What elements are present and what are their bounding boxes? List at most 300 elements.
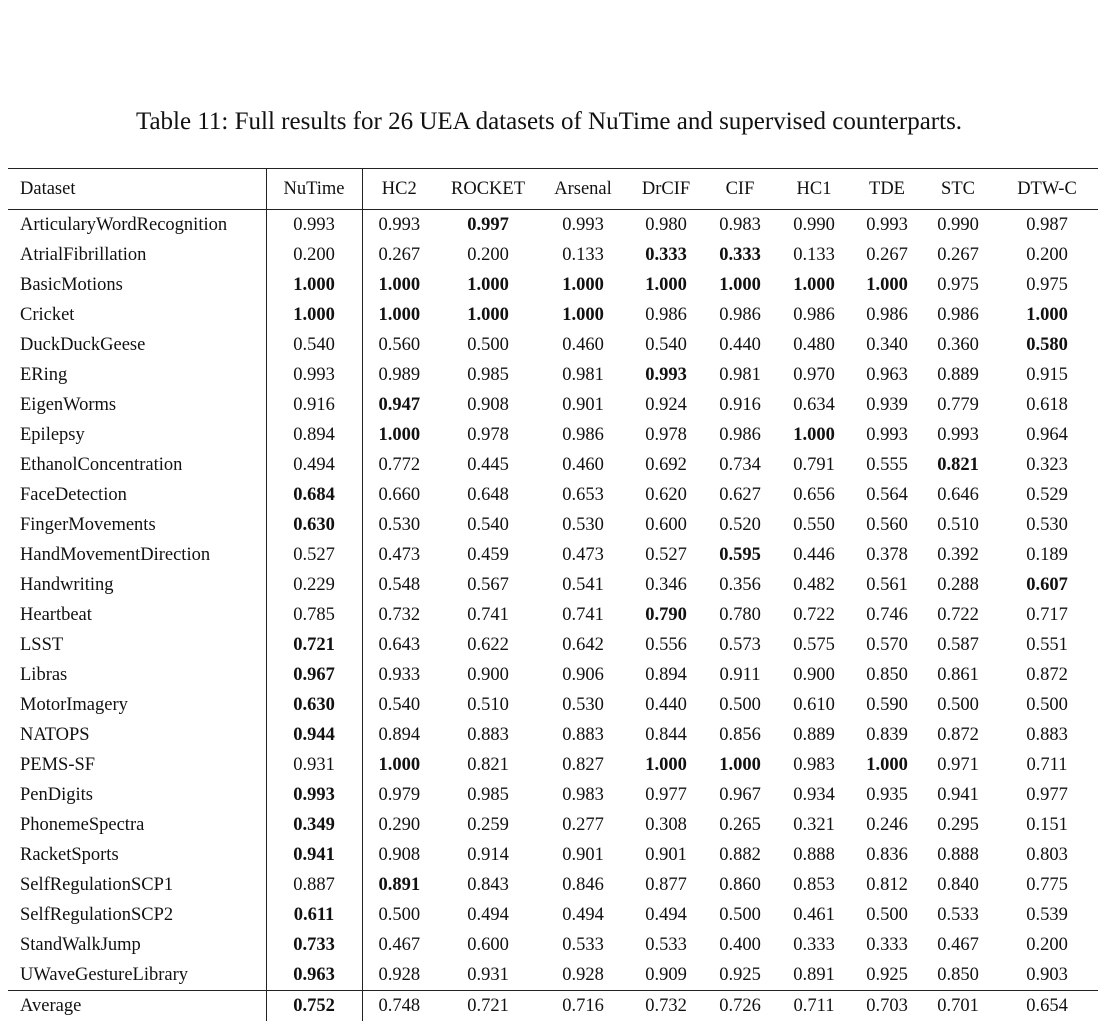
score-cell: 0.909 [645, 965, 687, 985]
score-cell: 0.915 [1026, 365, 1068, 385]
score-cell: 0.914 [467, 845, 509, 865]
column-header: CIF [725, 179, 755, 199]
score-cell: 0.901 [562, 395, 604, 415]
score-cell: 0.906 [562, 665, 604, 685]
score-cell: 0.990 [793, 215, 835, 235]
dataset-name-cell: EthanolConcentration [8, 450, 266, 480]
score-cell: 0.861 [937, 665, 979, 685]
table-row [8, 870, 1098, 900]
score-cell: 0.894 [266, 420, 362, 450]
score-cell: 0.620 [645, 485, 687, 505]
score-cell: 0.928 [378, 965, 421, 985]
score-cell: 0.891 [378, 875, 421, 895]
score-cell: 0.986 [719, 425, 761, 445]
score-cell: 0.500 [937, 695, 979, 715]
score-cell: 0.533 [645, 935, 687, 955]
score-cell: 0.308 [645, 815, 687, 835]
score-cell: 0.548 [378, 575, 421, 595]
dataset-name-cell: Handwriting [8, 570, 266, 600]
column-header: NuTime [266, 169, 362, 210]
score-cell: 0.717 [1026, 605, 1068, 625]
score-cell: 0.684 [266, 480, 362, 510]
score-cell: 0.883 [467, 725, 509, 745]
score-cell: 0.986 [719, 305, 761, 325]
column-header: STC [941, 179, 975, 199]
table-row [8, 510, 1098, 540]
score-cell: 0.985 [467, 365, 509, 385]
score-cell: 0.295 [937, 815, 979, 835]
average-score-cell: 0.654 [1026, 996, 1068, 1016]
dataset-name-cell: NATOPS [8, 720, 266, 750]
table-row [8, 480, 1098, 510]
score-cell: 0.986 [866, 305, 908, 325]
score-cell: 0.550 [793, 515, 835, 535]
score-cell: 0.277 [562, 815, 604, 835]
score-cell: 0.259 [467, 815, 509, 835]
dataset-name-cell: DuckDuckGeese [8, 330, 266, 360]
score-cell: 0.780 [719, 605, 761, 625]
score-cell: 1.000 [266, 300, 362, 330]
score-cell: 0.844 [645, 725, 687, 745]
score-cell: 0.888 [793, 845, 835, 865]
average-row [8, 991, 1098, 1022]
score-cell: 0.977 [645, 785, 687, 805]
score-cell: 0.989 [378, 365, 421, 385]
score-cell: 0.653 [562, 485, 604, 505]
score-cell: 0.189 [1026, 545, 1068, 565]
table-row [8, 630, 1098, 660]
score-cell: 0.986 [793, 305, 835, 325]
score-cell: 1.000 [866, 275, 908, 295]
score-cell: 0.908 [378, 845, 421, 865]
score-cell: 0.440 [719, 335, 761, 355]
score-cell: 0.267 [937, 245, 979, 265]
score-cell: 0.983 [562, 785, 604, 805]
score-cell: 0.963 [266, 960, 362, 991]
score-cell: 0.931 [467, 965, 509, 985]
score-cell: 0.785 [266, 600, 362, 630]
score-cell: 0.901 [562, 845, 604, 865]
score-cell: 0.916 [719, 395, 761, 415]
score-cell: 0.935 [866, 785, 908, 805]
column-header: HC1 [796, 179, 832, 199]
header-row [8, 169, 1098, 210]
score-cell: 0.440 [645, 695, 687, 715]
score-cell: 0.600 [467, 935, 509, 955]
score-cell: 0.993 [266, 360, 362, 390]
score-cell: 0.993 [266, 210, 362, 241]
dataset-name-cell: FaceDetection [8, 480, 266, 510]
score-cell: 0.746 [866, 605, 908, 625]
score-cell: 0.843 [467, 875, 509, 895]
table-row [8, 270, 1098, 300]
score-cell: 0.901 [645, 845, 687, 865]
score-cell: 0.987 [1026, 215, 1068, 235]
score-cell: 0.267 [378, 245, 421, 265]
table-row [8, 600, 1098, 630]
score-cell: 0.734 [719, 455, 761, 475]
score-cell: 0.975 [1026, 275, 1068, 295]
score-cell: 0.733 [266, 930, 362, 960]
score-cell: 0.473 [562, 545, 604, 565]
column-header: ROCKET [451, 179, 525, 199]
score-cell: 0.467 [378, 935, 421, 955]
table-row [8, 720, 1098, 750]
dataset-name-cell: PEMS-SF [8, 750, 266, 780]
score-cell: 0.941 [266, 840, 362, 870]
dataset-name-cell: Libras [8, 660, 266, 690]
score-cell: 0.903 [1026, 965, 1068, 985]
score-cell: 0.775 [1026, 875, 1068, 895]
score-cell: 0.643 [378, 635, 421, 655]
score-cell: 0.924 [645, 395, 687, 415]
dataset-name-cell: Heartbeat [8, 600, 266, 630]
table-row [8, 840, 1098, 870]
score-cell: 0.836 [866, 845, 908, 865]
table-row [8, 660, 1098, 690]
score-cell: 0.200 [467, 245, 509, 265]
score-cell: 0.971 [937, 755, 979, 775]
score-cell: 0.980 [645, 215, 687, 235]
score-cell: 0.133 [793, 245, 835, 265]
dataset-name-cell: Cricket [8, 300, 266, 330]
column-header: DTW-C [1017, 179, 1077, 199]
score-cell: 0.872 [937, 725, 979, 745]
table-caption: Table 11: Full results for 26 UEA datasets of NuTime and supervised counterparts. [135, 108, 963, 135]
score-cell: 1.000 [1026, 305, 1068, 325]
score-cell: 0.882 [719, 845, 761, 865]
results-table [8, 168, 1098, 1021]
column-header: DrCIF [641, 179, 691, 199]
score-cell: 0.510 [937, 515, 979, 535]
score-cell: 0.530 [562, 695, 604, 715]
dataset-name-cell: UWaveGestureLibrary [8, 960, 266, 991]
score-cell: 0.627 [719, 485, 761, 505]
score-cell: 0.732 [378, 605, 421, 625]
score-cell: 0.656 [793, 485, 835, 505]
score-cell: 0.790 [645, 605, 687, 625]
score-cell: 0.722 [937, 605, 979, 625]
score-cell: 0.570 [866, 635, 908, 655]
score-cell: 0.997 [467, 215, 509, 235]
table-row [8, 810, 1098, 840]
score-cell: 0.349 [266, 810, 362, 840]
average-score-cell: 0.752 [266, 991, 362, 1022]
score-cell: 0.970 [793, 365, 835, 385]
score-cell: 0.887 [266, 870, 362, 900]
score-cell: 0.510 [467, 695, 509, 715]
score-cell: 1.000 [645, 275, 687, 295]
score-cell: 0.872 [1026, 665, 1068, 685]
score-cell: 0.986 [937, 305, 979, 325]
average-score-cell: 0.711 [793, 996, 835, 1016]
score-cell: 1.000 [378, 305, 421, 325]
score-cell: 0.333 [866, 935, 908, 955]
score-cell: 0.540 [645, 335, 687, 355]
score-cell: 0.883 [562, 725, 604, 745]
score-cell: 0.246 [866, 815, 908, 835]
score-cell: 0.607 [1026, 575, 1068, 595]
score-cell: 1.000 [562, 275, 604, 295]
score-cell: 0.555 [866, 455, 908, 475]
score-cell: 0.333 [793, 935, 835, 955]
score-cell: 0.853 [793, 875, 835, 895]
score-cell: 0.791 [793, 455, 835, 475]
score-cell: 0.567 [467, 575, 509, 595]
score-cell: 0.333 [719, 245, 761, 265]
score-cell: 1.000 [266, 270, 362, 300]
score-cell: 0.986 [645, 305, 687, 325]
dataset-name-cell: FingerMovements [8, 510, 266, 540]
table-row [8, 960, 1098, 991]
score-cell: 0.600 [645, 515, 687, 535]
score-cell: 0.648 [467, 485, 509, 505]
average-label-cell: Average [8, 991, 266, 1022]
score-cell: 0.333 [645, 245, 687, 265]
score-cell: 0.540 [266, 330, 362, 360]
score-cell: 0.908 [467, 395, 509, 415]
score-cell: 0.803 [1026, 845, 1068, 865]
score-cell: 0.482 [793, 575, 835, 595]
dataset-name-cell: SelfRegulationSCP2 [8, 900, 266, 930]
score-cell: 0.267 [866, 245, 908, 265]
score-cell: 0.530 [562, 515, 604, 535]
score-cell: 0.460 [562, 335, 604, 355]
score-cell: 1.000 [378, 755, 421, 775]
score-cell: 0.993 [562, 215, 604, 235]
average-score-cell: 0.716 [562, 996, 604, 1016]
score-cell: 0.990 [937, 215, 979, 235]
score-cell: 0.533 [937, 905, 979, 925]
score-cell: 0.494 [562, 905, 604, 925]
score-cell: 0.660 [378, 485, 421, 505]
score-cell: 0.933 [378, 665, 421, 685]
score-cell: 0.646 [937, 485, 979, 505]
column-header: Arsenal [554, 179, 612, 199]
score-cell: 0.556 [645, 635, 687, 655]
table-row [8, 690, 1098, 720]
score-cell: 0.821 [467, 755, 509, 775]
score-cell: 0.721 [266, 630, 362, 660]
score-cell: 0.378 [866, 545, 908, 565]
score-cell: 0.931 [266, 750, 362, 780]
score-cell: 0.500 [719, 695, 761, 715]
score-cell: 0.894 [378, 725, 421, 745]
score-cell: 0.986 [562, 425, 604, 445]
column-header: Dataset [8, 169, 266, 210]
score-cell: 0.529 [1026, 485, 1068, 505]
average-score-cell: 0.726 [719, 996, 761, 1016]
score-cell: 0.500 [378, 905, 421, 925]
score-cell: 0.494 [266, 450, 362, 480]
score-cell: 0.560 [866, 515, 908, 535]
score-cell: 0.900 [793, 665, 835, 685]
score-cell: 0.934 [793, 785, 835, 805]
score-cell: 0.265 [719, 815, 761, 835]
score-cell: 0.461 [793, 905, 835, 925]
score-cell: 0.540 [467, 515, 509, 535]
score-cell: 0.151 [1026, 815, 1068, 835]
score-cell: 0.981 [562, 365, 604, 385]
score-cell: 0.993 [866, 215, 908, 235]
score-cell: 0.473 [378, 545, 421, 565]
score-cell: 0.611 [266, 900, 362, 930]
score-cell: 0.595 [719, 545, 761, 565]
score-cell: 0.290 [378, 815, 421, 835]
score-cell: 0.993 [866, 425, 908, 445]
average-score-cell: 0.748 [378, 996, 421, 1016]
score-cell: 0.539 [1026, 905, 1068, 925]
score-cell: 0.821 [937, 455, 979, 475]
table-row [8, 240, 1098, 270]
dataset-name-cell: PhonemeSpectra [8, 810, 266, 840]
score-cell: 0.445 [467, 455, 509, 475]
score-cell: 0.888 [937, 845, 979, 865]
dataset-name-cell: ERing [8, 360, 266, 390]
average-score-cell: 0.703 [866, 996, 908, 1016]
score-cell: 0.891 [793, 965, 835, 985]
score-cell: 0.981 [719, 365, 761, 385]
score-cell: 0.392 [937, 545, 979, 565]
score-cell: 0.200 [1026, 245, 1068, 265]
score-cell: 1.000 [866, 755, 908, 775]
score-cell: 0.978 [467, 425, 509, 445]
table-row [8, 300, 1098, 330]
score-cell: 1.000 [562, 305, 604, 325]
column-header: TDE [869, 179, 905, 199]
score-cell: 0.500 [467, 335, 509, 355]
score-cell: 0.925 [866, 965, 908, 985]
score-cell: 0.967 [266, 660, 362, 690]
score-cell: 0.530 [378, 515, 421, 535]
column-header: HC2 [381, 179, 417, 199]
score-cell: 0.229 [266, 570, 362, 600]
score-cell: 0.993 [266, 780, 362, 810]
score-cell: 0.772 [378, 455, 421, 475]
score-cell: 1.000 [378, 425, 421, 445]
score-cell: 0.459 [467, 545, 509, 565]
score-cell: 0.500 [719, 905, 761, 925]
score-cell: 0.941 [937, 785, 979, 805]
dataset-name-cell: Epilepsy [8, 420, 266, 450]
score-cell: 0.630 [266, 510, 362, 540]
table-row [8, 390, 1098, 420]
average-score-cell: 0.732 [645, 996, 687, 1016]
score-cell: 0.925 [719, 965, 761, 985]
dataset-name-cell: RacketSports [8, 840, 266, 870]
average-score-cell: 0.701 [937, 996, 979, 1016]
score-cell: 0.467 [937, 935, 979, 955]
score-cell: 0.889 [937, 365, 979, 385]
score-cell: 0.200 [266, 240, 362, 270]
score-cell: 0.978 [645, 425, 687, 445]
score-cell: 0.610 [793, 695, 835, 715]
score-cell: 1.000 [467, 275, 509, 295]
score-cell: 0.839 [866, 725, 908, 745]
score-cell: 0.200 [1026, 935, 1068, 955]
score-cell: 0.551 [1026, 635, 1068, 655]
table-footer [8, 991, 1098, 1022]
score-cell: 0.964 [1026, 425, 1068, 445]
score-cell: 0.527 [645, 545, 687, 565]
score-cell: 0.827 [562, 755, 604, 775]
score-cell: 0.916 [266, 390, 362, 420]
score-cell: 0.975 [937, 275, 979, 295]
score-cell: 0.979 [378, 785, 421, 805]
score-cell: 0.850 [937, 965, 979, 985]
table-row [8, 450, 1098, 480]
score-cell: 0.530 [1026, 515, 1068, 535]
score-cell: 0.856 [719, 725, 761, 745]
table-row [8, 930, 1098, 960]
table-header [8, 169, 1098, 210]
score-cell: 0.977 [1026, 785, 1068, 805]
score-cell: 0.889 [793, 725, 835, 745]
score-cell: 0.967 [719, 785, 761, 805]
score-cell: 0.500 [1026, 695, 1068, 715]
score-cell: 0.321 [793, 815, 835, 835]
table-row [8, 360, 1098, 390]
score-cell: 0.939 [866, 395, 908, 415]
score-cell: 0.446 [793, 545, 835, 565]
score-cell: 0.494 [467, 905, 509, 925]
score-cell: 0.618 [1026, 395, 1068, 415]
score-cell: 0.622 [467, 635, 509, 655]
score-cell: 0.983 [793, 755, 835, 775]
score-cell: 0.947 [378, 395, 421, 415]
score-cell: 1.000 [467, 305, 509, 325]
score-cell: 0.587 [937, 635, 979, 655]
score-cell: 0.993 [937, 425, 979, 445]
score-cell: 1.000 [793, 275, 835, 295]
score-cell: 0.840 [937, 875, 979, 895]
dataset-name-cell: HandMovementDirection [8, 540, 266, 570]
table-row [8, 540, 1098, 570]
table-body [8, 210, 1098, 991]
score-cell: 0.692 [645, 455, 687, 475]
table-row [8, 330, 1098, 360]
score-cell: 0.400 [719, 935, 761, 955]
score-cell: 0.883 [1026, 725, 1068, 745]
score-cell: 0.944 [266, 720, 362, 750]
dataset-name-cell: LSST [8, 630, 266, 660]
score-cell: 0.741 [562, 605, 604, 625]
score-cell: 0.575 [793, 635, 835, 655]
score-cell: 0.288 [937, 575, 979, 595]
score-cell: 0.527 [266, 540, 362, 570]
score-cell: 0.560 [378, 335, 421, 355]
score-cell: 0.494 [645, 905, 687, 925]
score-cell: 0.340 [866, 335, 908, 355]
score-cell: 0.860 [719, 875, 761, 895]
score-cell: 0.993 [378, 215, 421, 235]
score-cell: 1.000 [378, 275, 421, 295]
score-cell: 0.564 [866, 485, 908, 505]
dataset-name-cell: ArticularyWordRecognition [8, 210, 266, 241]
score-cell: 0.741 [467, 605, 509, 625]
score-cell: 0.561 [866, 575, 908, 595]
score-cell: 0.360 [937, 335, 979, 355]
score-cell: 0.983 [719, 215, 761, 235]
score-cell: 0.993 [645, 365, 687, 385]
score-cell: 0.630 [266, 690, 362, 720]
score-cell: 0.642 [562, 635, 604, 655]
score-cell: 1.000 [719, 275, 761, 295]
average-score-cell: 0.721 [467, 996, 509, 1016]
score-cell: 0.900 [467, 665, 509, 685]
score-cell: 0.722 [793, 605, 835, 625]
score-cell: 0.460 [562, 455, 604, 475]
